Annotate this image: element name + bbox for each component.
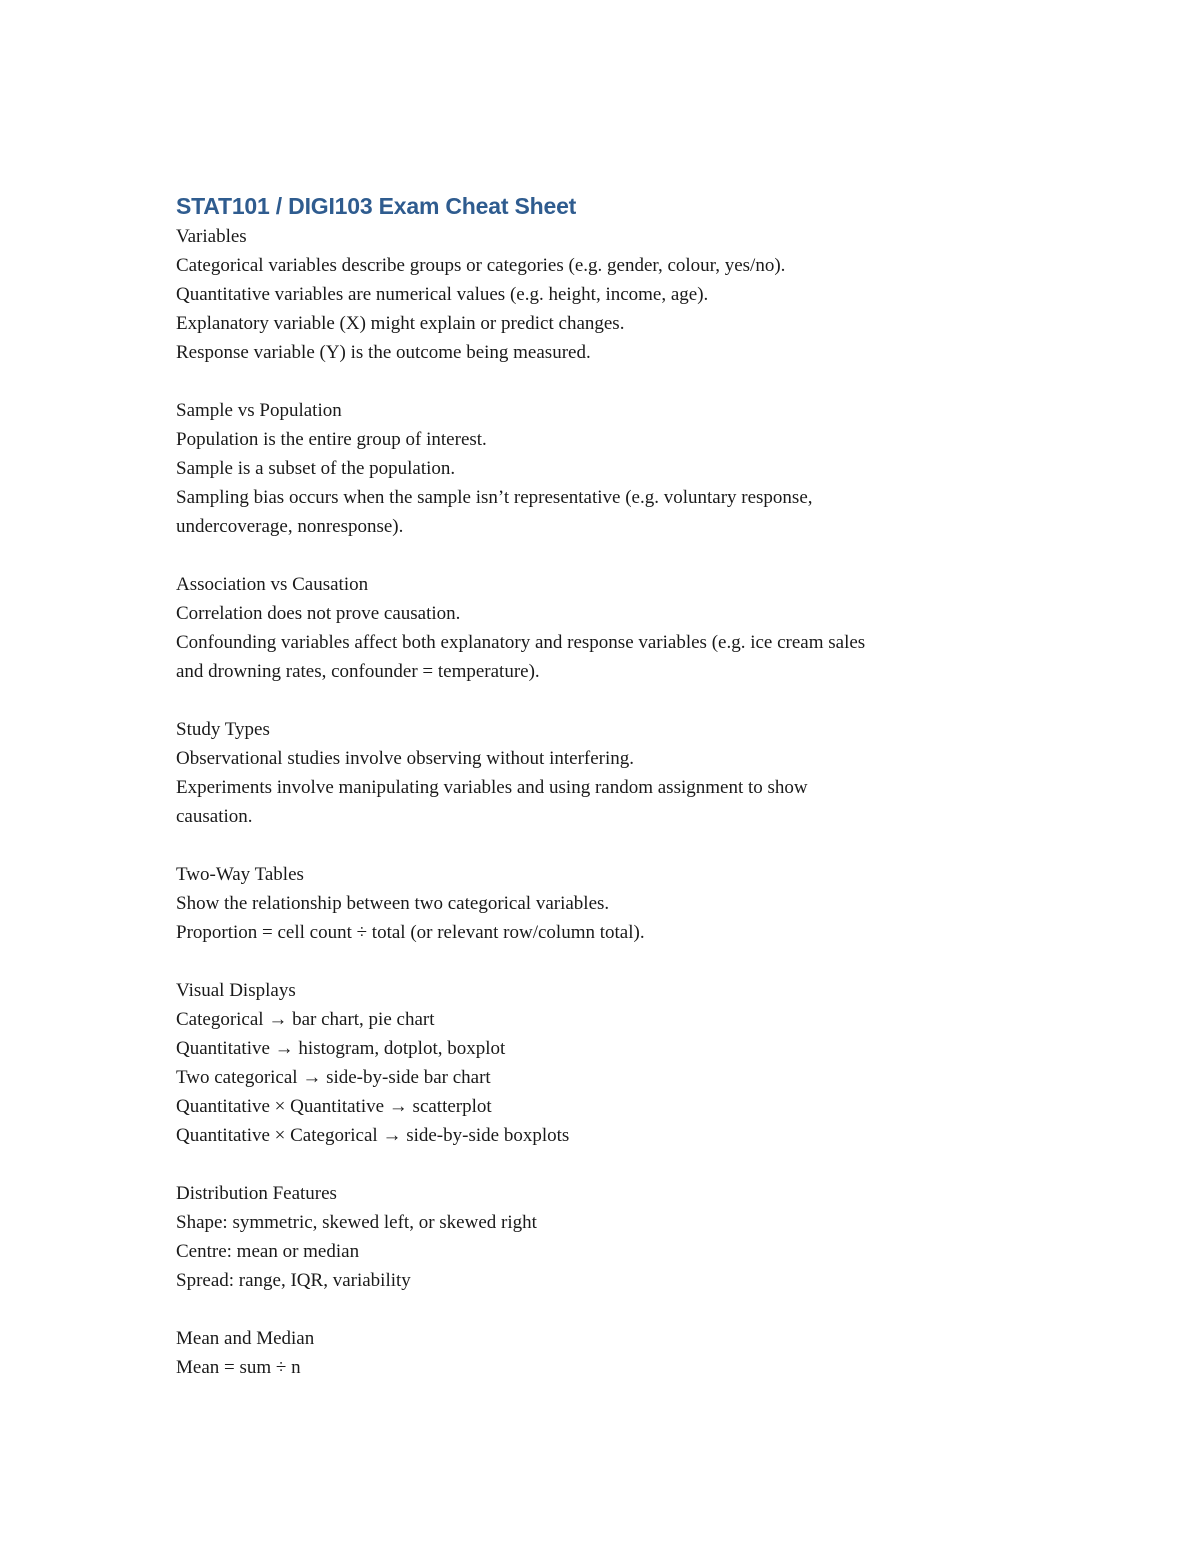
section-line: Correlation does not prove causation. bbox=[176, 603, 461, 624]
document-page bbox=[176, 190, 1036, 1411]
section-line: Mean = sum ÷ n bbox=[176, 1357, 301, 1378]
section-line: Spread: range, IQR, variability bbox=[176, 1270, 411, 1291]
section-distribution-features bbox=[176, 1179, 1036, 1295]
section-line: Sample is a subset of the population. bbox=[176, 458, 456, 479]
section-heading: Study Types bbox=[176, 719, 270, 740]
section-heading: Variables bbox=[176, 226, 247, 247]
section-heading: Visual Displays bbox=[176, 980, 296, 1001]
section-association-vs-causation bbox=[176, 570, 1036, 686]
section-two-way-tables bbox=[176, 860, 1036, 947]
section-line: Quantitative variables are numerical values (e.g. height, income, age). bbox=[176, 284, 709, 305]
section-line: and drowning rates, confounder = temperature). bbox=[176, 661, 540, 682]
section-line: Population is the entire group of interest. bbox=[176, 429, 487, 450]
section-study-types bbox=[176, 715, 1036, 831]
section-line: Two categorical → side-by-side bar chart bbox=[176, 1067, 491, 1088]
document-title: STAT101 / DIGI103 Exam Cheat Sheet bbox=[176, 193, 577, 219]
section-mean-and-median bbox=[176, 1324, 1036, 1382]
section-line: Show the relationship between two categorical variables. bbox=[176, 893, 610, 914]
section-heading: Association vs Causation bbox=[176, 574, 369, 595]
section-line: Shape: symmetric, skewed left, or skewed right bbox=[176, 1212, 537, 1233]
section-variables bbox=[176, 222, 1036, 367]
section-heading: Mean and Median bbox=[176, 1328, 315, 1349]
section-visual-displays bbox=[176, 976, 1036, 1150]
section-line: undercoverage, nonresponse). bbox=[176, 516, 404, 537]
section-line: Categorical → bar chart, pie chart bbox=[176, 1009, 435, 1030]
section-line: Sampling bias occurs when the sample isn’t representative (e.g. voluntary response, bbox=[176, 487, 813, 508]
section-heading: Two-Way Tables bbox=[176, 864, 304, 885]
section-line: Proportion = cell count ÷ total (or relevant row/column total). bbox=[176, 922, 645, 943]
section-line: Response variable (Y) is the outcome being measured. bbox=[176, 342, 591, 363]
section-line: Confounding variables affect both explanatory and response variables (e.g. ice cream sales bbox=[176, 632, 866, 653]
section-line: Quantitative × Categorical → side-by-side boxplots bbox=[176, 1125, 570, 1146]
section-line: causation. bbox=[176, 806, 253, 827]
section-line: Quantitative → histogram, dotplot, boxplot bbox=[176, 1038, 506, 1059]
section-line: Explanatory variable (X) might explain or predict changes. bbox=[176, 313, 625, 334]
section-line: Quantitative × Quantitative → scatterplot bbox=[176, 1096, 492, 1117]
section-line: Experiments involve manipulating variables and using random assignment to show bbox=[176, 777, 808, 798]
section-heading: Distribution Features bbox=[176, 1183, 337, 1204]
section-line: Centre: mean or median bbox=[176, 1241, 360, 1262]
section-heading: Sample vs Population bbox=[176, 400, 342, 421]
section-line: Categorical variables describe groups or categories (e.g. gender, colour, yes/no). bbox=[176, 255, 786, 276]
section-line: Observational studies involve observing without interfering. bbox=[176, 748, 635, 769]
section-sample-vs-population bbox=[176, 396, 1036, 541]
